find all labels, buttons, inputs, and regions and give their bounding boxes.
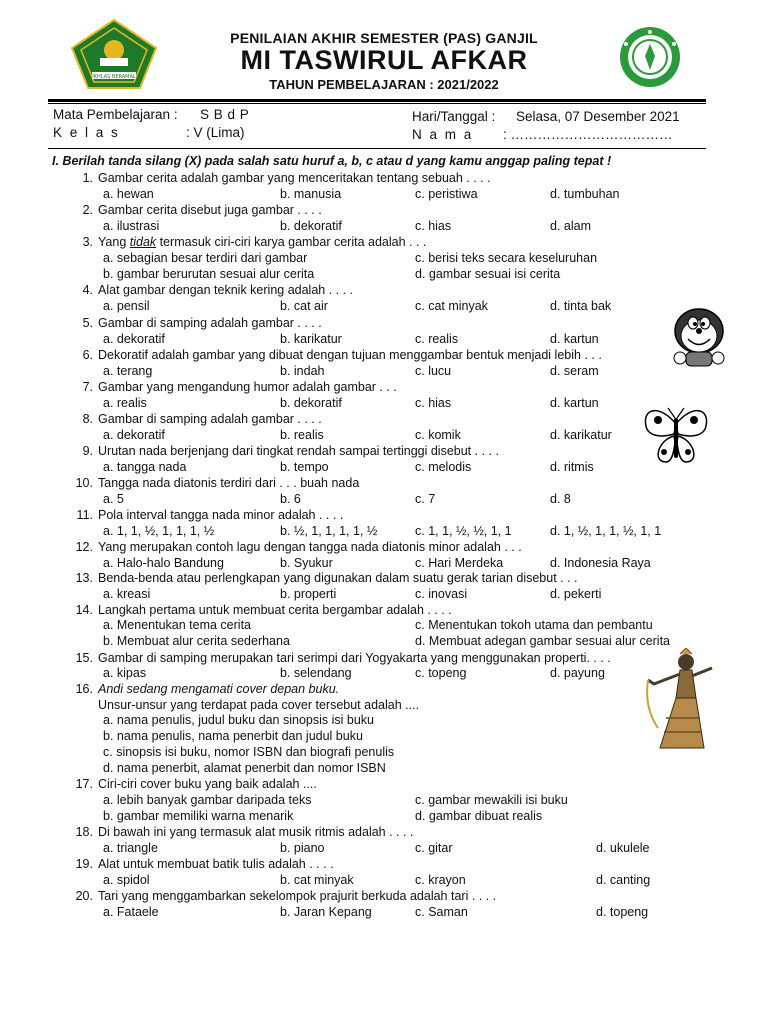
option-a[interactable]: a. Menentukan tema cerita <box>103 618 251 632</box>
question-text: Gambar di samping adalah gambar . . . . <box>98 316 322 330</box>
options-row <box>0 491 768 507</box>
option-d[interactable]: d. 8 <box>550 492 571 506</box>
exam-title: PENILAIAN AKHIR SEMESTER (PAS) GANJIL <box>230 30 538 46</box>
name-label: N a m a <box>412 127 474 142</box>
question-number: 1. <box>82 171 93 185</box>
question-text: Unsur-unsur yang terdapat pada cover tersebut adalah .... <box>98 698 420 712</box>
options-row <box>0 218 768 234</box>
options-row <box>0 331 768 347</box>
question-row <box>0 234 768 250</box>
question-number: 5. <box>82 316 93 330</box>
academic-year: TAHUN PEMBELAJARAN : 2021/2022 <box>269 77 499 92</box>
dancer-icon <box>640 648 720 758</box>
option-a[interactable]: a. sebagian besar terdiri dari gambar <box>103 251 308 265</box>
question-row <box>0 507 768 523</box>
info-rule <box>48 148 706 149</box>
option-a[interactable]: a. dekoratif <box>103 332 165 346</box>
question-text <box>98 234 426 250</box>
option-a[interactable]: a. dekoratif <box>103 428 165 442</box>
question-text: Dekoratif adalah gambar yang dibuat dengan tujuan menggambar bentuk menjadi lebih . . . <box>98 348 602 362</box>
option-d[interactable]: d. nama penerbit, alamat penerbit dan nomor ISBN <box>103 761 386 775</box>
question-number: 10. <box>75 476 93 490</box>
option-c[interactable]: c. berisi teks secara keseluruhan <box>415 251 598 265</box>
question-row <box>0 824 768 840</box>
option-d[interactable]: d. tinta bak <box>550 299 612 313</box>
option-b[interactable]: b. 6 <box>280 492 301 506</box>
option-c[interactable]: c. lucu <box>415 364 452 378</box>
option-b[interactable]: b. piano <box>280 841 325 855</box>
option-c[interactable]: c. komik <box>415 428 461 442</box>
option-c[interactable]: c. peristiwa <box>415 187 478 201</box>
class-value: : V (Lima) <box>186 125 245 140</box>
question-text-post: termasuk ciri-ciri karya gambar cerita adalah . . . <box>156 235 427 249</box>
option-d[interactable]: d. seram <box>550 364 599 378</box>
options-row <box>0 872 768 888</box>
options-row <box>0 250 768 266</box>
question-text: Urutan nada berjenjang dari tingkat rendah sampai tertinggi disebut . . . . <box>98 444 499 458</box>
option-c[interactable]: c. krayon <box>415 873 466 887</box>
option-d[interactable]: d. kartun <box>550 396 599 410</box>
question-row <box>0 170 768 186</box>
option-d[interactable]: d. alam <box>550 219 591 233</box>
question-number: 3. <box>82 235 93 249</box>
option-a[interactable]: a. lebih banyak gambar daripada teks <box>103 793 312 807</box>
question-number: 13. <box>75 571 93 585</box>
subject-value: S B d P <box>200 107 250 122</box>
question-text: Gambar cerita adalah gambar yang menceritakan tentang sebuah . . . . <box>98 171 491 185</box>
option-c[interactable]: c. topeng <box>415 666 467 680</box>
svg-text:IKHLAS BERAMAL: IKHLAS BERAMAL <box>92 74 136 80</box>
question-number: 11. <box>76 508 93 522</box>
options-row <box>0 555 768 571</box>
options-row <box>0 840 768 856</box>
question-number: 20. <box>75 889 93 903</box>
question-text: Alat untuk membuat batik tulis adalah . . . . <box>98 857 334 871</box>
question-text: Andi sedang mengamati cover depan buku. <box>98 682 340 696</box>
option-a[interactable]: a. spidol <box>103 873 150 887</box>
question-row <box>0 202 768 218</box>
cartoon-cat-icon <box>668 306 730 370</box>
question-number: 19. <box>75 857 93 871</box>
option-c[interactable]: c. hias <box>415 219 452 233</box>
option-d[interactable]: d. gambar dibuat realis <box>415 809 543 823</box>
question-text: Tangga nada diatonis terdiri dari . . . buah nada <box>98 476 360 490</box>
instruction: I. Berilah tanda silang (X) pada salah satu huruf a, b, c atau d yang kamu anggap paling tepat ! <box>52 154 612 168</box>
question-row <box>0 539 768 555</box>
option-c[interactable]: c. sinopsis isi buku, nomor ISBN dan biografi penulis <box>103 745 395 759</box>
options-row <box>0 363 768 379</box>
question-text: Pola interval tangga nada minor adalah . . . . <box>98 508 344 522</box>
subject-label: Mata Pembelajaran : <box>53 107 178 122</box>
option-d[interactable]: d. karikatur <box>550 428 612 442</box>
option-c[interactable]: c. gambar mewakili isi buku <box>415 793 568 807</box>
option-c[interactable]: c. melodis <box>415 460 472 474</box>
option-a[interactable]: a. 5 <box>103 492 124 506</box>
question-row <box>0 475 768 491</box>
question-number: 16. <box>75 682 93 696</box>
question-text: Alat gambar dengan teknik kering adalah . . . . <box>98 283 354 297</box>
option-d[interactable]: d. gambar sesuai isi cerita <box>415 267 561 281</box>
class-label: K e l a s <box>53 125 120 140</box>
option-b[interactable]: b. Membuat alur cerita sederhana <box>103 634 290 648</box>
option-b[interactable]: b. properti <box>280 587 337 601</box>
name-field[interactable]: : ……………………………… <box>503 127 673 142</box>
date-label: Hari/Tanggal : <box>412 109 496 124</box>
question-number: 17. <box>75 777 93 791</box>
question-row <box>0 856 768 872</box>
question-number: 14. <box>75 603 93 617</box>
option-a[interactable]: a. nama penulis, judul buku dan sinopsis isi buku <box>103 713 375 727</box>
option-d[interactable]: d. topeng <box>596 905 649 919</box>
question-text-pre: Yang <box>98 235 130 249</box>
options-row <box>0 298 768 314</box>
option-c[interactable]: c. 7 <box>415 492 436 506</box>
option-a[interactable]: a. Fataele <box>103 905 159 919</box>
option-a[interactable]: a. ilustrasi <box>103 219 160 233</box>
option-b[interactable]: b. nama penulis, nama penerbit dan judul buku <box>103 729 363 743</box>
option-b[interactable]: b. dekoratif <box>280 396 342 410</box>
option-d[interactable]: d. ritmis <box>550 460 594 474</box>
date-value: Selasa, 07 Desember 2021 <box>516 109 680 124</box>
header-rule-thick <box>48 99 706 102</box>
option-d[interactable]: d. 1, ½, 1, 1, ½, 1, 1 <box>550 524 662 538</box>
option-d[interactable]: d. Indonesia Raya <box>550 556 651 570</box>
option-b[interactable]: b. gambar memiliki warna menarik <box>103 809 294 823</box>
question-text: Gambar di samping merupakan tari serimpi dari Yogyakarta yang menggunakan properti. . . . <box>98 651 611 665</box>
question-number: 7. <box>82 380 93 394</box>
question-text: Ciri-ciri cover buku yang baik adalah .... <box>98 777 317 791</box>
option-b[interactable]: b. tempo <box>280 460 329 474</box>
options-row <box>0 586 768 602</box>
option-b[interactable]: b. gambar berurutan sesuai alur cerita <box>103 267 315 281</box>
option-a[interactable]: a. Halo-halo Bandung <box>103 556 224 570</box>
option-a[interactable]: a. triangle <box>103 841 158 855</box>
question-row <box>0 602 768 618</box>
butterfly-icon <box>640 404 712 468</box>
option-b[interactable]: b. karikatur <box>280 332 342 346</box>
question-row <box>0 347 768 363</box>
option-b[interactable]: b. Syukur <box>280 556 333 570</box>
option-a[interactable]: a. pensil <box>103 299 150 313</box>
option-b[interactable]: b. selendang <box>280 666 352 680</box>
option-c[interactable]: c. hias <box>415 396 452 410</box>
option-a[interactable]: a. tangga nada <box>103 460 187 474</box>
question-number: 2. <box>82 203 93 217</box>
question-number: 18. <box>75 825 93 839</box>
header-rule-thin <box>48 103 706 104</box>
question-text: Gambar di samping adalah gambar . . . . <box>98 412 322 426</box>
options-row <box>0 904 768 920</box>
options-row <box>0 808 768 824</box>
option-d[interactable]: d. ukulele <box>596 841 650 855</box>
option-b[interactable]: b. Jaran Kepang <box>280 905 372 919</box>
option-d[interactable]: d. Membuat adegan gambar sesuai alur cerita <box>415 634 671 648</box>
question-number: 8. <box>82 412 93 426</box>
question-row <box>0 570 768 586</box>
option-c[interactable]: c. Menentukan tokoh utama dan pembantu <box>415 618 653 632</box>
option-d[interactable]: d. tumbuhan <box>550 187 620 201</box>
option-a[interactable]: a. hewan <box>103 187 154 201</box>
option-b[interactable]: b. cat air <box>280 299 328 313</box>
question-row <box>0 282 768 298</box>
option-b[interactable]: b. indah <box>280 364 325 378</box>
option-c[interactable]: c. realis <box>415 332 459 346</box>
options-row <box>0 633 768 649</box>
option-a[interactable]: a. kreasi <box>103 587 151 601</box>
question-row <box>0 379 768 395</box>
question-text: Di bawah ini yang termasuk alat musik ritmis adalah . . . . <box>98 825 414 839</box>
question-number: 15. <box>75 651 93 665</box>
options-row <box>0 792 768 808</box>
option-a[interactable]: a. realis <box>103 396 147 410</box>
question-number: 6. <box>82 348 93 362</box>
question-text: Gambar cerita disebut juga gambar . . . . <box>98 203 322 217</box>
option-c[interactable]: c. Hari Merdeka <box>415 556 504 570</box>
question-text: Gambar yang mengandung humor adalah gambar . . . <box>98 380 397 394</box>
question-text: Tari yang menggambarkan sekelompok prajurit berkuda adalah tari . . . . <box>98 889 497 903</box>
option-a[interactable]: a. terang <box>103 364 153 378</box>
option-c[interactable]: c. inovasi <box>415 587 468 601</box>
option-c[interactable]: c. gitar <box>415 841 453 855</box>
question-text: Benda-benda atau perlengkapan yang digunakan dalam suatu gerak tarian disebut . . . <box>98 571 578 585</box>
question-row <box>0 888 768 904</box>
option-b[interactable]: b. cat minyak <box>280 873 354 887</box>
question-number: 12. <box>75 540 93 554</box>
question-row <box>0 315 768 331</box>
option-a[interactable]: a. 1, 1, ½, 1, 1, 1, ½ <box>103 524 215 538</box>
option-b[interactable]: b. ½, 1, 1, 1, 1, ½ <box>280 524 378 538</box>
option-c[interactable]: c. Saman <box>415 905 468 919</box>
option-b[interactable]: b. realis <box>280 428 324 442</box>
option-c[interactable]: c. cat minyak <box>415 299 488 313</box>
school-name: MI TASWIRUL AFKAR <box>240 45 528 75</box>
question-row <box>0 776 768 792</box>
option-b[interactable]: b. manusia <box>280 187 342 201</box>
question-number: 4. <box>82 283 93 297</box>
option-d[interactable]: d. canting <box>596 873 651 887</box>
question-text-emphasis: tidak <box>129 235 157 249</box>
question-text: Yang merupakan contoh lagu dengan tangga nada diatonis minor adalah . . . <box>98 540 522 554</box>
options-row <box>0 617 768 633</box>
option-a[interactable]: a. kipas <box>103 666 147 680</box>
option-c[interactable]: c. 1, 1, ½, ½, 1, 1 <box>415 524 512 538</box>
options-row <box>0 266 768 282</box>
question-number: 9. <box>82 444 93 458</box>
option-d[interactable]: d. payung <box>550 666 605 680</box>
options-row <box>0 186 768 202</box>
option-d[interactable]: d. kartun <box>550 332 599 346</box>
option-b[interactable]: b. dekoratif <box>280 219 342 233</box>
options-row <box>0 523 768 539</box>
option-d[interactable]: d. pekerti <box>550 587 602 601</box>
question-text: Langkah pertama untuk membuat cerita bergambar adalah . . . . <box>98 603 452 617</box>
options-row <box>0 760 768 776</box>
